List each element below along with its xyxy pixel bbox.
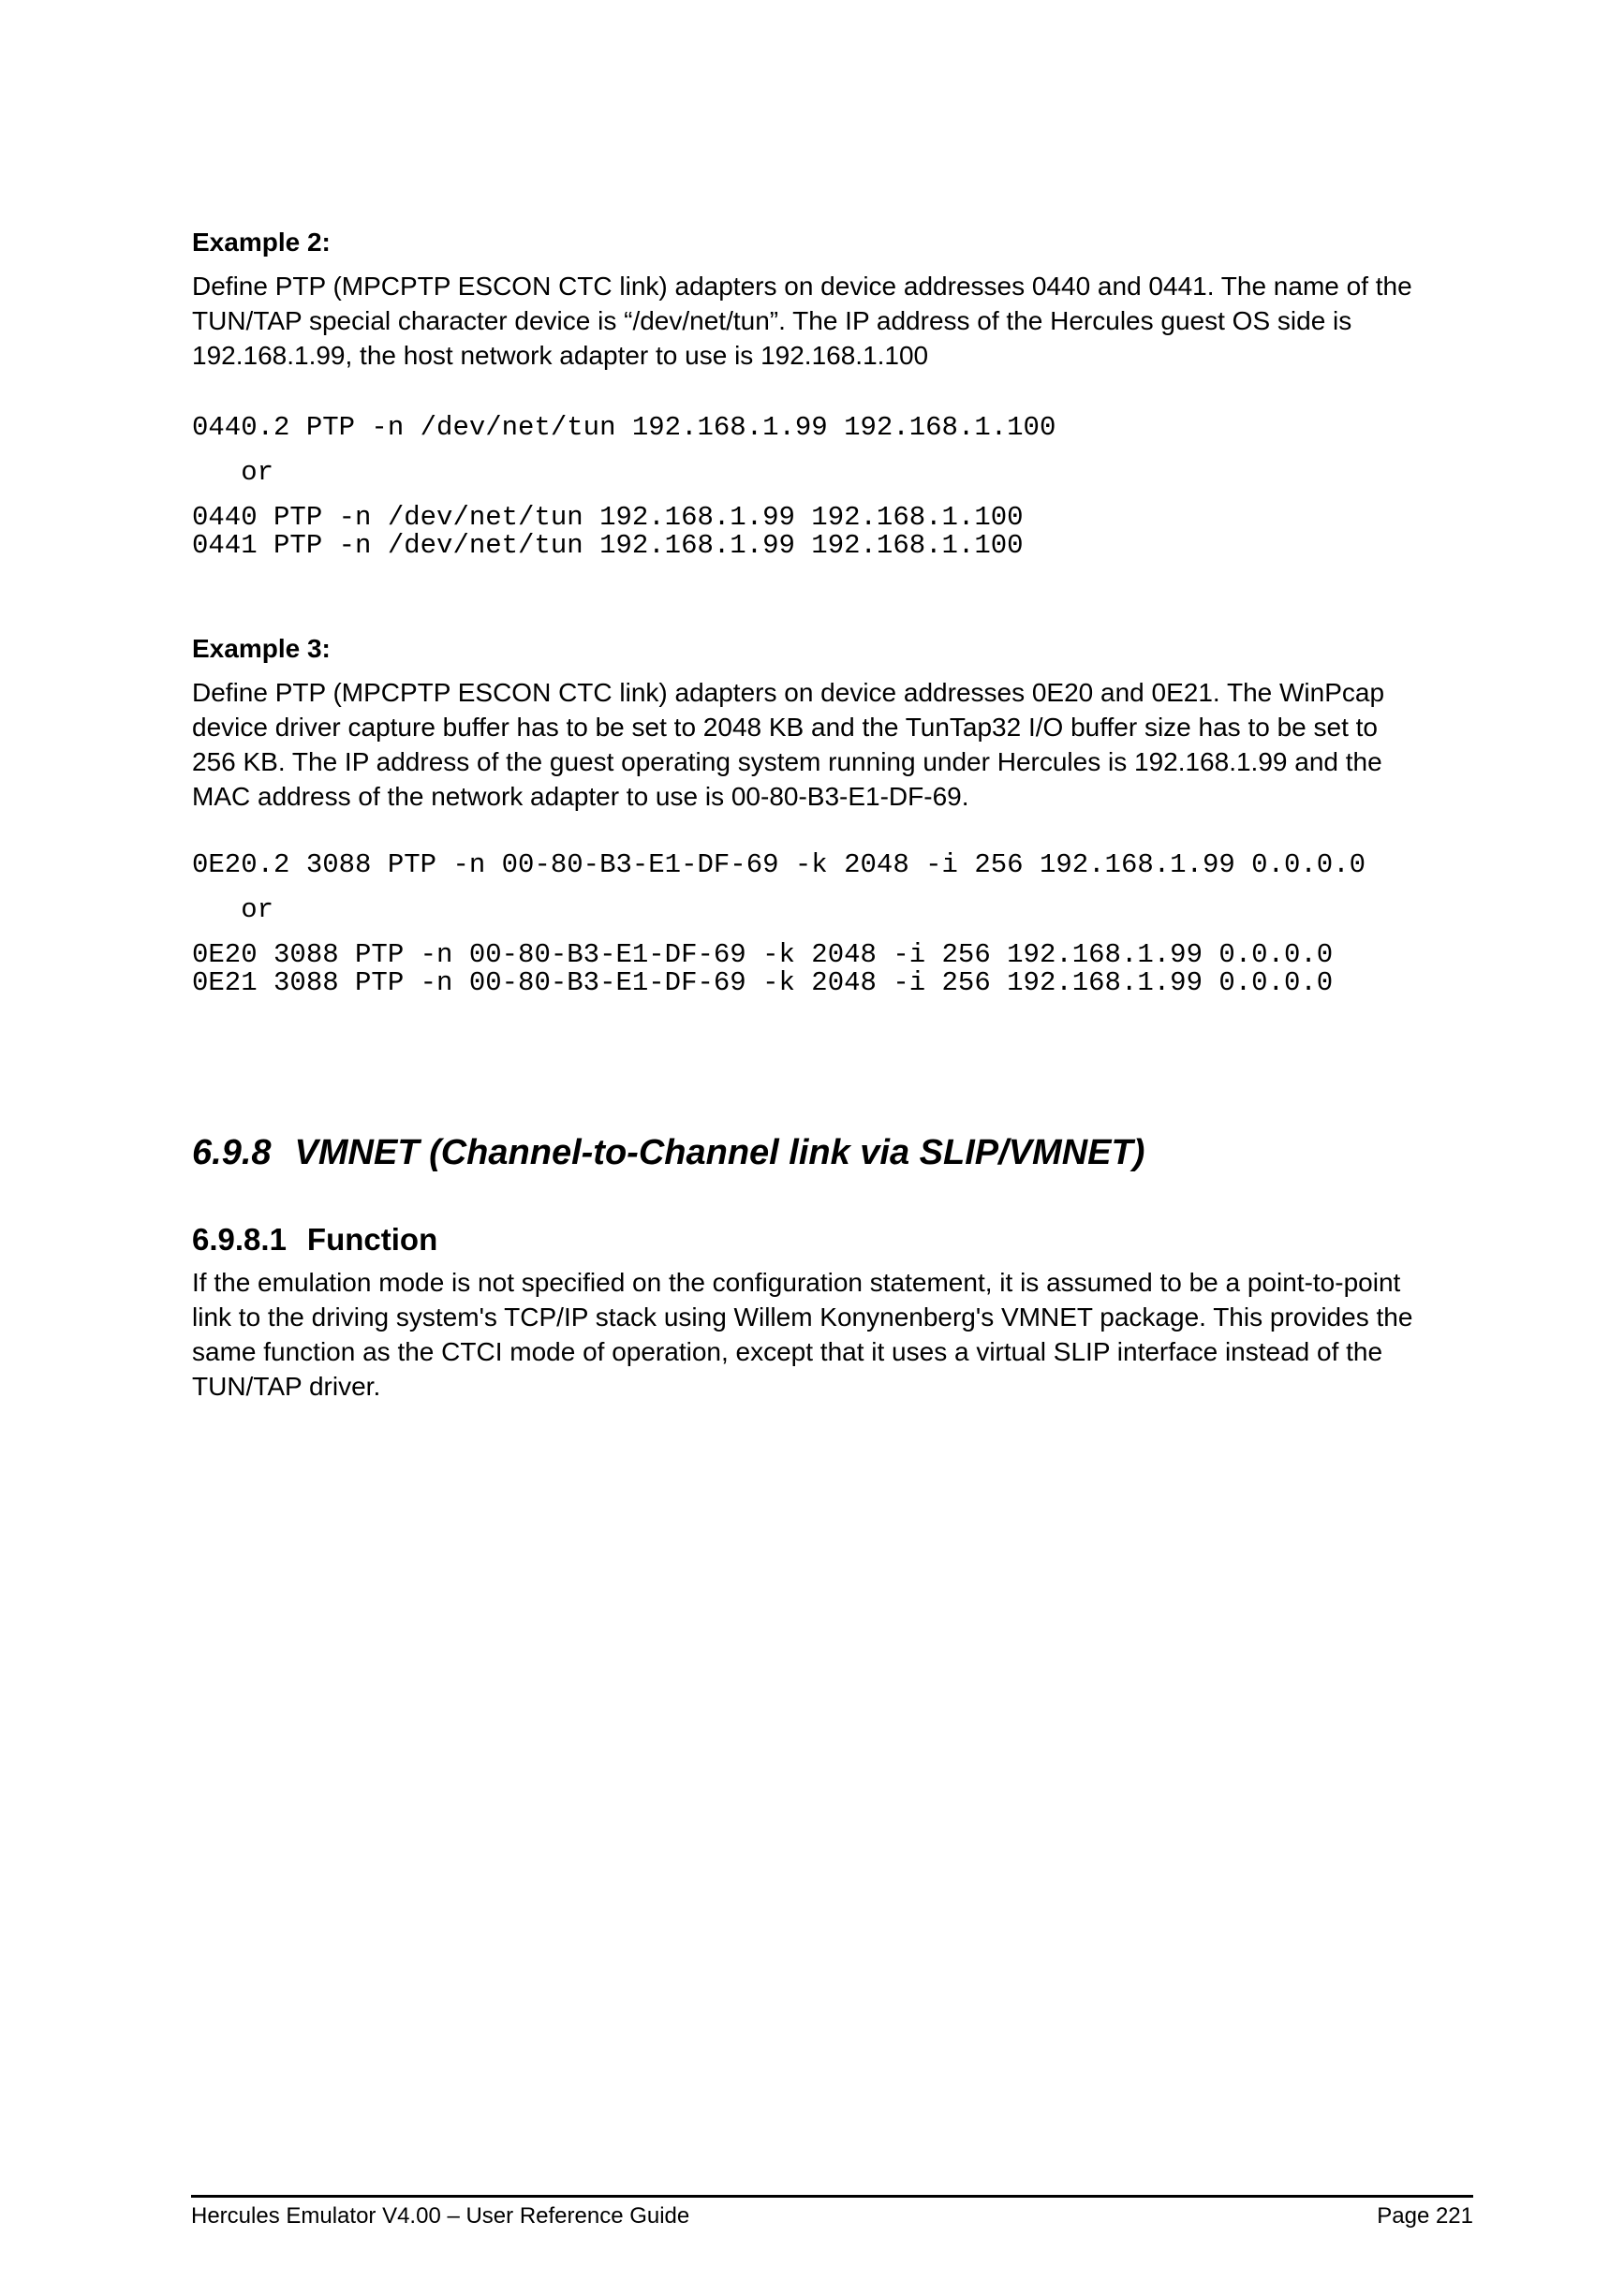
- example3-paragraph: [192, 675, 1473, 814]
- footer-row: [191, 2202, 1473, 2230]
- example2-code-line: 0440 PTP -n /dev/net/tun 192.168.1.99 192.168.1.100: [192, 502, 1024, 533]
- example3-paragraph-line: Define PTP (MPCPTP ESCON CTC link) adapters on device addresses 0E20 and 0E21. The WinPcap: [192, 678, 1385, 707]
- section-title: VMNET (Channel-to-Channel link via SLIP/VMNET): [294, 1133, 1145, 1172]
- example3-code-line: 0E20.2 3088 PTP -n 00-80-B3-E1-DF-69 -k 2048 -i 256 192.168.1.99 0.0.0.0: [192, 849, 1366, 880]
- example2-paragraph: [192, 269, 1473, 373]
- example3-code-line: 0E20 3088 PTP -n 00-80-B3-E1-DF-69 -k 2048 -i 256 192.168.1.99 0.0.0.0: [192, 939, 1334, 970]
- subsection-title: Function: [306, 1222, 438, 1257]
- example3-heading: Example 3:: [192, 634, 331, 663]
- example3-paragraph-line: device driver capture buffer has to be set to 2048 KB and the TunTap32 I/O buffer size has to be set to: [192, 713, 1378, 742]
- function-paragraph-line: same function as the CTCI mode of operation, except that it uses a virtual SLIP interface instead of the: [192, 1337, 1383, 1366]
- example3-code-line: 0E21 3088 PTP -n 00-80-B3-E1-DF-69 -k 2048 -i 256 192.168.1.99 0.0.0.0: [192, 967, 1334, 998]
- subsection-heading: [192, 1220, 1473, 1259]
- section-number: 6.9.8: [192, 1133, 272, 1172]
- function-paragraph: [192, 1265, 1473, 1404]
- footer-page-number: Page 221: [1377, 2203, 1473, 2229]
- function-paragraph-line: link to the driving system's TCP/IP stack using Willem Konynenberg's VMNET package. This provides the: [192, 1303, 1413, 1332]
- example2-heading: Example 2:: [192, 228, 331, 257]
- page-footer: [191, 2195, 1473, 2230]
- example2-code-or: or: [192, 457, 274, 488]
- example2-paragraph-line: 192.168.1.99, the host network adapter to use is 192.168.1.100: [192, 341, 929, 370]
- example2-paragraph-line: Define PTP (MPCPTP ESCON CTC link) adapters on device addresses 0440 and 0441. The name of the: [192, 272, 1412, 301]
- section-heading: [192, 1130, 1473, 1175]
- page-content: [192, 0, 1473, 1404]
- example2-paragraph-line: TUN/TAP special character device is “/dev/net/tun”. The IP address of the Hercules guest OS side is: [192, 306, 1352, 335]
- example3-paragraph-line: MAC address of the network adapter to use is 00-80-B3-E1-DF-69.: [192, 782, 969, 811]
- function-paragraph-line: TUN/TAP driver.: [192, 1372, 381, 1401]
- function-paragraph-line: If the emulation mode is not specified on the configuration statement, it is assumed to be a point-to-point: [192, 1268, 1401, 1297]
- example3-code-or: or: [192, 894, 274, 925]
- subsection-number: 6.9.8.1: [192, 1222, 287, 1257]
- example2-code-line: 0441 PTP -n /dev/net/tun 192.168.1.99 192.168.1.100: [192, 530, 1024, 561]
- example2-code-line: 0440.2 PTP -n /dev/net/tun 192.168.1.99 192.168.1.100: [192, 412, 1056, 443]
- footer-document-title: Hercules Emulator V4.00 – User Reference Guide: [191, 2203, 690, 2229]
- example3-paragraph-line: 256 KB. The IP address of the guest operating system running under Hercules is 192.168.1.99 and the: [192, 747, 1382, 776]
